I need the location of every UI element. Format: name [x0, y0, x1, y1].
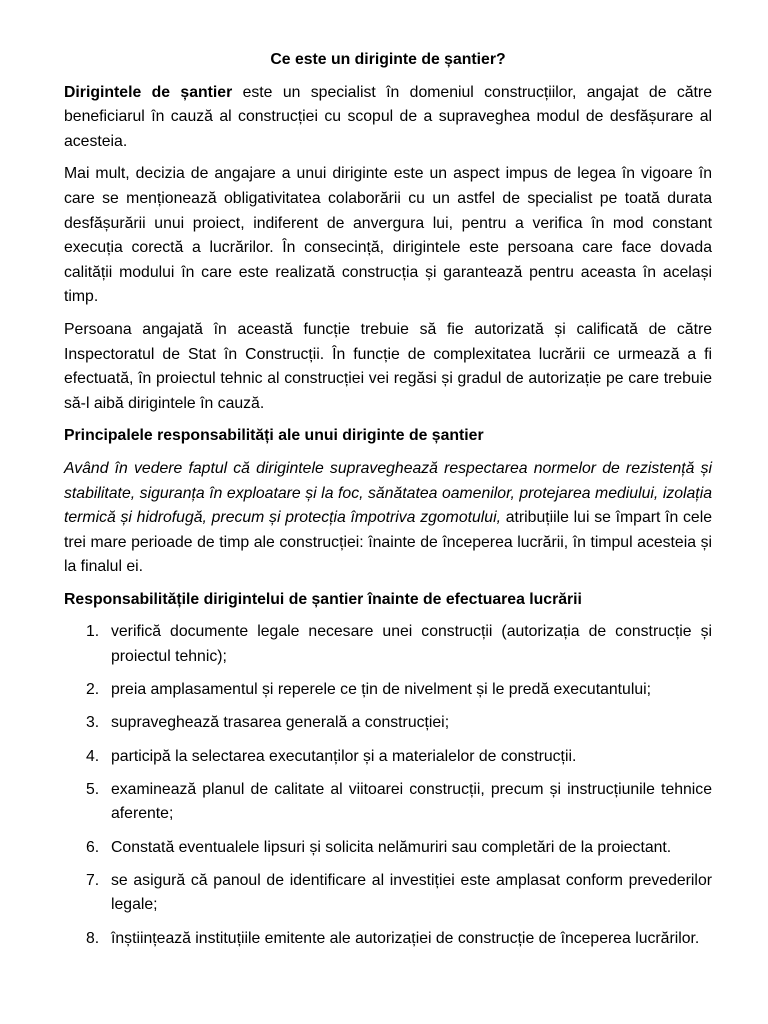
paragraph-legal-requirement: Mai mult, decizia de angajare a unui diriginte este un aspect impus de legea în vigoare în care se menționează obligativitatea colaborării cu un astfel de specialist pe toată durata desfășurării unui proiect, indiferent de anvergura lui, pentru a verifica în mod constant execuția corectă a lucrărilor. În consecință, dirigintele este persoana care face dovada calității modului în care este realizată construcția și garantează pentru aceasta în același timp.: [64, 165, 712, 306]
list-item-number: 7.: [86, 871, 100, 889]
list-item-text: Constată eventualele lipsuri și solicita nelămuriri sau completări de la proiectant.: [111, 838, 672, 856]
list-item-text: supraveghează trasarea generală a construcției;: [111, 714, 450, 732]
list-item: [64, 869, 712, 918]
list-item: [64, 711, 712, 736]
document-page: [64, 48, 712, 960]
list-item-number: 1.: [86, 623, 100, 641]
paragraph-authorization: Persoana angajată în această funcție trebuie să fie autorizată și calificată de către Inspectoratul de Stat în Construcții. În funcție de complexitatea lucrării ce urmează a fi efectuată, în proiectul tehnic al construcției vei regăsi și gradul de autorizație pe care trebuie să-l aibă dirigintele în cauză.: [64, 320, 712, 412]
list-item-number: 3.: [86, 714, 100, 732]
intro-term: Dirigintele de șantier: [64, 83, 233, 101]
list-item: [64, 620, 712, 669]
list-item-number: 6.: [86, 838, 100, 856]
list-item-number: 4.: [86, 747, 100, 765]
list-item: [64, 836, 712, 861]
paragraph-norms: [64, 457, 712, 580]
norms-normal-text: atribuțiile lui se împart în cele trei mare perioade de timp ale construcției: înainte de începerea lucrării, în timpul acesteia și la finalul ei.: [64, 509, 712, 576]
list-item-text: se asigură că panoul de identificare al investiției este amplasat conform prevederilor legale;: [111, 871, 712, 914]
page-title: Ce este un diriginte de șantier?: [270, 51, 506, 68]
responsibilities-list: [64, 620, 712, 951]
list-item: [64, 927, 712, 952]
section-heading-before-work: Responsabilitățile dirigintelui de șantier înainte de efectuarea lucrării: [64, 590, 582, 608]
intro-text: este un specialist în domeniul construcțiilor, angajat de către beneficiarul în cauză al construcției cu scopul de a supraveghea modul de desfășurare al acesteia.: [64, 83, 712, 150]
list-item-number: 2.: [86, 681, 100, 699]
list-item-text: examinează planul de calitate al viitoarei construcții, precum și instrucțiunile tehnice aferente;: [111, 780, 712, 823]
list-item-number: 8.: [86, 929, 100, 947]
list-item-text: preia amplasamentul și reperele ce țin de nivelment și le predă executantului;: [111, 681, 652, 699]
norms-italic-text: Având în vedere faptul că dirigintele supraveghează respectarea normelor de rezistență și stabilitate, siguranța în exploatare și la foc, sănătatea oamenilor, protejarea mediului, izolația termică și hidrofugă, precum și protecția împotriva zgomotului,: [64, 459, 712, 527]
list-item-text: participă la selectarea executanților și a materialelor de construcții.: [111, 747, 577, 765]
list-item-text: înștiințează instituțiile emitente ale autorizației de construcție de începerea lucrărilor.: [111, 929, 700, 947]
list-item: [64, 678, 712, 703]
list-item: [64, 778, 712, 827]
list-item-number: 5.: [86, 780, 100, 798]
list-item-text: verifică documente legale necesare unei construcții (autorizația de construcție și proiectul tehnic);: [111, 623, 712, 666]
section-heading-responsibilities: Principalele responsabilități ale unui diriginte de șantier: [64, 427, 484, 445]
intro-paragraph: [64, 81, 712, 155]
list-item: [64, 745, 712, 770]
